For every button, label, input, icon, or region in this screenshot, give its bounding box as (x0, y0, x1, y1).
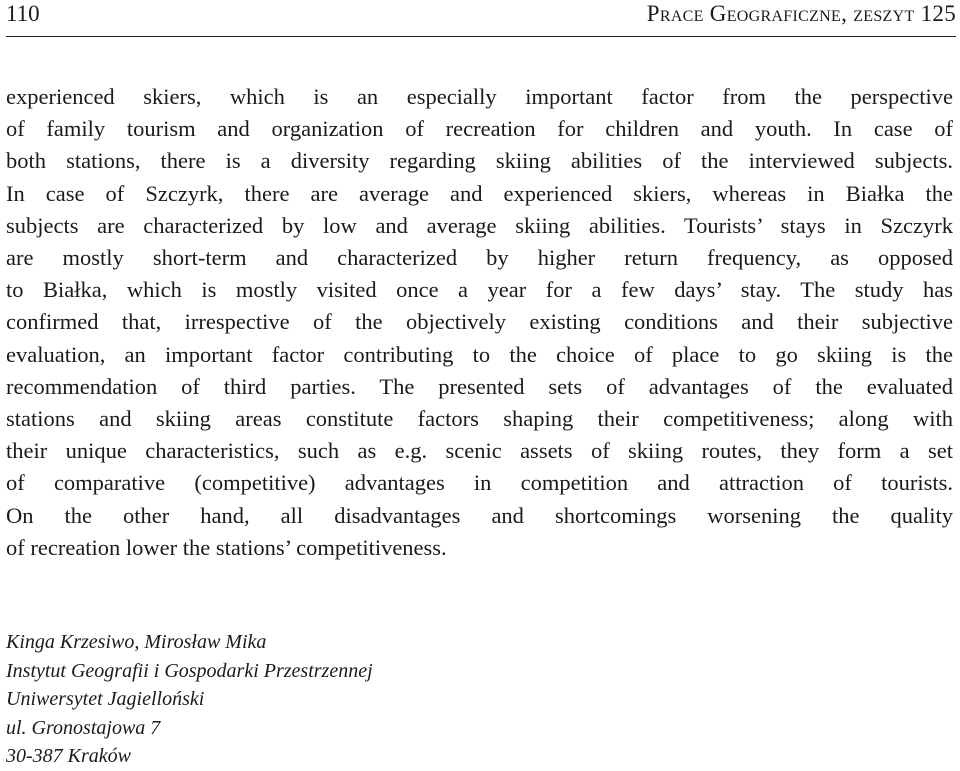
text-line: confirmed that, irrespective of the objectively existing conditions and their subjective (6, 309, 953, 335)
author-names: Kinga Krzesiwo, Mirosław Mika (6, 631, 267, 653)
text-line: recommendation of third parties. The presented sets of advantages of the evaluated (6, 373, 953, 399)
text-line: of recreation lower the stations’ competitiveness. (6, 534, 447, 560)
text-line: are mostly short-term and characterized by higher return frequency, as opposed (6, 245, 953, 271)
page-header (6, 0, 956, 37)
text-line: subjects are characterized by low and average skiing abilities. Tourists’ stays in Szczyrk (6, 212, 953, 238)
body-paragraph (6, 81, 953, 564)
text-line: experienced skiers, which is an especially important factor from the perspective (6, 84, 953, 109)
text-line: stations and skiing areas constitute factors shaping their competitiveness; along with (6, 406, 953, 432)
text-line: their unique characteristics, such as e.g. scenic assets of skiing routes, they form a set (6, 438, 953, 464)
text-line: both stations, there is a diversity regarding skiing abilities of the interviewed subjects. (6, 148, 953, 174)
text-line: evaluation, an important factor contributing to the choice of place to go skiing is the (6, 341, 953, 367)
city-postcode: 30-387 Kraków (6, 745, 131, 768)
institute-name: Instytut Geografii i Gospodarki Przestrzennej (6, 659, 373, 682)
journal-running-head: Prace Geograficzne, zeszyt 125 (646, 1, 956, 26)
text-line: of family tourism and organization of recreation for children and youth. In case of (6, 116, 953, 142)
page-number: 110 (6, 1, 40, 26)
text-line: to Białka, which is mostly visited once a year for a few days’ stay. The study has (6, 277, 953, 303)
text-line: In case of Szczyrk, there are average and experienced skiers, whereas in Białka the (6, 180, 953, 206)
author-affiliation (6, 628, 906, 771)
text-line: of comparative (competitive) advantages in competition and attraction of tourists. (6, 470, 953, 496)
text-line: On the other hand, all disadvantages and shortcomings worsening the quality (6, 502, 953, 528)
street-address: ul. Gronostajowa 7 (6, 716, 161, 739)
university-name: Uniwersytet Jagielloński (6, 688, 205, 711)
